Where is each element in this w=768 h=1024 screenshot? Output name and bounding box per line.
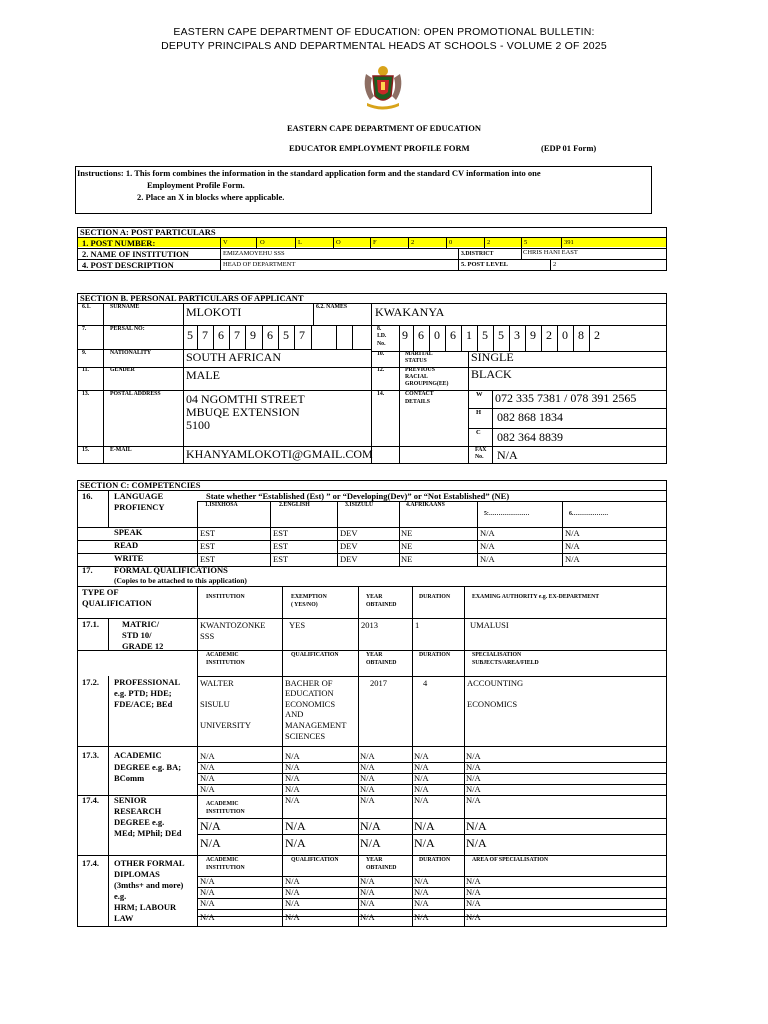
na-cell: N/A — [360, 762, 375, 772]
marital-value: SINGLE — [471, 350, 514, 364]
coat-of-arms-icon — [358, 62, 408, 112]
persal-digit: 5 — [283, 328, 289, 342]
persal-digit: 5 — [187, 328, 193, 342]
matric-exemption: YES — [289, 620, 306, 630]
racial-label-3: GROUPING(EE) — [405, 381, 449, 387]
section-a-title: SECTION A: POST PARTICULARS — [80, 227, 216, 237]
formal-qualifications-note: (Copies to be attached to this application) — [114, 576, 247, 585]
item-number: 9. — [82, 350, 87, 356]
item-number: 17.1. — [82, 619, 99, 629]
item-number: 17.2. — [82, 677, 99, 687]
language-header: 3.ISIZULU — [345, 502, 374, 508]
na-cell: N/A — [414, 876, 429, 886]
matric-label-3: GRADE 12 — [122, 641, 164, 651]
qualification-header: QUALIFICATION — [291, 857, 339, 863]
professional-institution: SISULU — [200, 699, 230, 709]
item-number: 17.3. — [82, 750, 99, 760]
senior-label-3: DEGREE e.g. — [114, 817, 165, 827]
write-value: N/A — [480, 554, 495, 564]
address-line-1: 04 NGOMTHI STREET — [186, 392, 305, 406]
post-level-value: 2 — [553, 261, 557, 268]
department-name: EASTERN CAPE DEPARTMENT OF EDUCATION — [287, 123, 481, 133]
write-value: EST — [273, 554, 289, 564]
professional-qualification: EDUCATION — [285, 688, 334, 698]
professional-label: PROFESSIONAL — [114, 677, 181, 687]
na-cell: N/A — [360, 836, 381, 850]
read-label: READ — [114, 540, 139, 550]
item-number: 14. — [377, 391, 385, 397]
write-value: EST — [200, 554, 216, 564]
post-number-char: O — [336, 239, 341, 246]
type-label-2: QUALIFICATION — [82, 598, 152, 608]
post-number-char: V — [223, 239, 228, 246]
na-cell: N/A — [285, 819, 306, 833]
institution-header: INSTITUTION — [206, 594, 245, 600]
matric-year: 2013 — [361, 620, 378, 630]
speak-value: NE — [401, 528, 413, 538]
id-digit: 9 — [530, 328, 536, 342]
diplomas-label: OTHER FORMAL — [114, 858, 185, 868]
authority-header: EXAMING AUTHORITY e.g. EX-DEPARTMENT — [472, 594, 600, 600]
id-digit: 9 — [402, 328, 408, 342]
item-number: 16. — [82, 491, 93, 501]
matric-label-2: STD 10/ — [122, 630, 152, 640]
write-value: NE — [401, 554, 413, 564]
na-cell: N/A — [200, 876, 215, 886]
duration-header: DURATION — [419, 857, 451, 863]
surname-value: MLOKOTI — [186, 305, 242, 319]
gender-value: MALE — [186, 368, 220, 382]
na-cell: N/A — [466, 898, 481, 908]
post-number-label: 1. POST NUMBER: — [82, 238, 156, 248]
na-cell: N/A — [414, 795, 429, 805]
professional-year: 2017 — [370, 678, 387, 688]
speak-value: EST — [273, 528, 289, 538]
professional-specialisation: ECONOMICS — [467, 699, 518, 709]
address-line-2: MBUQE EXTENSION — [186, 405, 300, 419]
na-cell: N/A — [360, 784, 375, 794]
persal-digit: 9 — [250, 328, 256, 342]
na-cell: N/A — [466, 762, 481, 772]
na-cell: N/A — [466, 887, 481, 897]
exemption-header-2: ( YES/NO) — [291, 602, 318, 608]
work-phone-label: W — [476, 391, 483, 398]
na-cell: N/A — [285, 887, 300, 897]
home-phone-value: 082 868 1834 — [497, 410, 563, 424]
post-number-char: F — [373, 239, 377, 246]
diplomas-label-3: (3mths+ and more) — [114, 880, 184, 890]
section-b-title: SECTION B. PERSONAL PARTICULARS OF APPLICANT — [80, 293, 304, 303]
na-cell: N/A — [466, 773, 481, 783]
matric-institution: KWANTOZONKE — [200, 620, 266, 630]
contact-label: CONTACT — [405, 391, 434, 397]
na-cell: N/A — [466, 751, 481, 761]
persal-digit: 6 — [218, 328, 224, 342]
professional-institution: WALTER — [200, 678, 234, 688]
item-number: 17. — [82, 565, 93, 575]
academic-institution-header: ACADEMIC — [206, 801, 239, 807]
speak-value: N/A — [480, 528, 495, 538]
professional-label-2: e.g. PTD; HDE; — [114, 688, 172, 698]
qualification-header: QUALIFICATION — [291, 652, 339, 658]
racial-value: BLACK — [471, 367, 512, 381]
academic-label-3: BComm — [114, 773, 145, 783]
speak-value: EST — [200, 528, 216, 538]
na-cell: N/A — [285, 876, 300, 886]
contact-label-2: DETAILS — [405, 399, 431, 405]
item-number: 15. — [82, 447, 90, 453]
persal-digit: 7 — [202, 328, 208, 342]
email-value: KHANYAMLOKOTI@GMAIL.COM — [186, 447, 373, 461]
speak-value: N/A — [565, 528, 580, 538]
na-cell: N/A — [466, 836, 487, 850]
names-value: KWAKANYA — [375, 305, 445, 319]
persal-digit: 6 — [267, 328, 273, 342]
read-value: DEV — [340, 541, 358, 551]
item-number: 10. — [377, 351, 385, 357]
na-cell: N/A — [285, 784, 300, 794]
racial-label-2: RACIAL — [405, 374, 428, 380]
na-cell: N/A — [360, 912, 375, 922]
instruction-2: 2. Place an X in blocks where applicable. — [137, 192, 285, 202]
work-phone-value: 072 335 7381 / 078 391 2565 — [495, 391, 637, 405]
id-digit: 1 — [466, 328, 472, 342]
persal-label: PERSAL NO: — [110, 326, 145, 332]
professional-institution: UNIVERSITY — [200, 720, 251, 730]
bulletin-subtitle: DEPUTY PRINCIPALS AND DEPARTMENTAL HEADS AT SCHOOLS - VOLUME 2 OF 2025 — [161, 40, 607, 52]
na-cell: N/A — [360, 795, 375, 805]
na-cell: N/A — [414, 773, 429, 783]
speak-label: SPEAK — [114, 527, 143, 537]
home-phone-label: H — [476, 409, 482, 416]
read-value: EST — [200, 541, 216, 551]
na-cell: N/A — [200, 762, 215, 772]
item-number: 12. — [377, 367, 385, 373]
id-digit: 5 — [498, 328, 504, 342]
marital-label: MARITAL — [405, 351, 433, 357]
na-cell: N/A — [466, 784, 481, 794]
matric-label: MATRIC/ — [122, 619, 160, 629]
item-number: 17.4. — [82, 795, 99, 805]
item-number: 7. — [82, 326, 87, 332]
gender-label: GENDER — [110, 367, 135, 373]
id-digit: 5 — [482, 328, 488, 342]
diplomas-label-2: DIPLOMAS — [114, 869, 160, 879]
postal-address-label: POSTAL ADDRESS — [110, 391, 161, 397]
na-cell: N/A — [414, 819, 435, 833]
na-cell: N/A — [285, 912, 300, 922]
senior-label-4: MEd; MPhil; DEd — [114, 828, 182, 838]
id-digit: 2 — [546, 328, 552, 342]
matric-duration: 1 — [415, 620, 420, 630]
post-level-label: 5. POST LEVEL — [461, 261, 509, 268]
post-number-char: 2 — [487, 239, 491, 246]
speak-value: DEV — [340, 528, 358, 538]
professional-specialisation: ACCOUNTING — [467, 678, 524, 688]
racial-label: PREVIOUS — [405, 367, 435, 373]
na-cell: N/A — [200, 836, 221, 850]
item-number: 17.4. — [82, 858, 99, 868]
item-number: 11. — [82, 367, 89, 373]
language-instruction: State whether “Established (Est) ” or “Developing(Dev)” or “Not Established” (NE) — [206, 491, 510, 501]
names-label: 6.2. NAMES — [316, 304, 348, 310]
academic-institution-header-2: INSTITUTION — [206, 660, 245, 666]
write-value: DEV — [340, 554, 358, 564]
specialisation-header: SPECIALISATION — [472, 652, 522, 658]
post-number-char: 5 — [524, 239, 528, 246]
post-number-char: L — [298, 239, 302, 246]
post-number-char: O — [260, 239, 265, 246]
language-header: 6.……………… — [569, 511, 609, 517]
write-label: WRITE — [114, 553, 144, 563]
section-b-table — [77, 293, 667, 464]
read-value: EST — [273, 541, 289, 551]
na-cell: N/A — [414, 762, 429, 772]
diplomas-label-5: HRM; LABOUR — [114, 902, 177, 912]
professional-label-3: FDE/ACE; BEd — [114, 699, 173, 709]
na-cell: N/A — [360, 887, 375, 897]
matric-authority: UMALUSI — [470, 620, 509, 630]
na-cell: N/A — [466, 795, 481, 805]
institution-value: EMIZAMOYEHU SSS — [223, 250, 285, 257]
duration-header: DURATION — [419, 594, 451, 600]
language-header: 1.ISIXHOSA — [205, 502, 238, 508]
email-label: E-MAIL — [110, 447, 132, 453]
read-value: NE — [401, 541, 413, 551]
na-cell: N/A — [285, 751, 300, 761]
post-description-label: 4. POST DESCRIPTION — [82, 260, 174, 270]
na-cell: N/A — [200, 773, 215, 783]
language-label: LANGUAGE — [114, 491, 164, 501]
na-cell: N/A — [360, 819, 381, 833]
cell-phone-label: C — [476, 429, 481, 436]
academic-institution-header: ACADEMIC — [206, 652, 239, 658]
cell-phone-value: 082 364 8839 — [497, 430, 563, 444]
na-cell: N/A — [200, 819, 221, 833]
instruction-1b: Employment Profile Form. — [147, 180, 245, 190]
na-cell: N/A — [285, 762, 300, 772]
professional-qualification: BACHER OF — [285, 678, 333, 688]
district-label: 3.DISTRICT — [461, 251, 494, 257]
na-cell: N/A — [360, 876, 375, 886]
na-cell: N/A — [466, 819, 487, 833]
read-value: N/A — [480, 541, 495, 551]
formal-qualifications-title: FORMAL QUALIFICATIONS — [114, 565, 228, 575]
na-cell: N/A — [414, 898, 429, 908]
senior-label-2: RESEARCH — [114, 806, 162, 816]
write-value: N/A — [565, 554, 580, 564]
surname-label: SURNAME — [110, 304, 140, 310]
language-header: 4.AFRIKAANS — [406, 502, 445, 508]
id-digit: 8 — [578, 328, 584, 342]
na-cell: N/A — [200, 751, 215, 761]
na-cell: N/A — [360, 751, 375, 761]
na-cell: N/A — [360, 773, 375, 783]
na-cell: N/A — [466, 912, 481, 922]
na-cell: N/A — [414, 836, 435, 850]
instruction-1: Instructions: 1. This form combines the information in the standard application form and the standard CV information into one — [77, 168, 541, 178]
na-cell: N/A — [285, 795, 300, 805]
specialisation-header-2: SUBJECTS/AREA/FIELD — [472, 660, 539, 666]
section-c-title: SECTION C: COMPETENCIES — [80, 480, 201, 490]
language-label-2: PROFIENCY — [114, 502, 165, 512]
id-digit: 2 — [594, 328, 600, 342]
year-header: YEAR — [366, 857, 383, 863]
diplomas-label-4: e.g. — [114, 891, 127, 901]
academic-institution-header-2: INSTITUTION — [206, 809, 245, 815]
district-value: CHRIS HANI EAST — [523, 249, 578, 256]
matric-institution-2: SSS — [200, 631, 215, 641]
senior-label: SENIOR — [114, 795, 147, 805]
id-label: I.D. — [377, 333, 387, 339]
fax-label: FAX — [475, 447, 487, 453]
year-header-2: OBTAINED — [366, 660, 397, 666]
professional-qualification: ECONOMICS — [285, 699, 336, 709]
language-header: 5:………………… — [484, 511, 530, 517]
area-header: AREA OF SPECIALISATION — [472, 857, 549, 863]
item-number: 8. — [377, 326, 382, 332]
post-number-char: 0 — [449, 239, 453, 246]
exemption-header: EXEMPTION — [291, 594, 327, 600]
year-header: YEAR — [366, 652, 383, 658]
year-header-2: OBTAINED — [366, 865, 397, 871]
na-cell: N/A — [466, 876, 481, 886]
id-digit: 0 — [562, 328, 568, 342]
form-title: EDUCATOR EMPLOYMENT PROFILE FORM — [289, 143, 470, 153]
diplomas-label-6: LAW — [114, 913, 134, 923]
duration-header: DURATION — [419, 652, 451, 658]
type-label: TYPE OF — [82, 587, 119, 597]
year-header-2: OBTAINED — [366, 602, 397, 608]
fax-label-2: No. — [475, 454, 484, 460]
na-cell: N/A — [414, 912, 429, 922]
academic-label-2: DEGREE e.g. BA; — [114, 762, 182, 772]
marital-label-2: STATUS — [405, 358, 427, 364]
academic-institution-header-2: INSTITUTION — [206, 865, 245, 871]
post-description-value: HEAD OF DEPARTMENT — [223, 261, 296, 268]
professional-qualification: SCIENCES — [285, 731, 326, 741]
year-header: YEAR — [366, 594, 383, 600]
na-cell: N/A — [360, 898, 375, 908]
na-cell: N/A — [414, 751, 429, 761]
academic-institution-header: ACADEMIC — [206, 857, 239, 863]
na-cell: N/A — [414, 784, 429, 794]
academic-label: ACADEMIC — [114, 750, 162, 760]
na-cell: N/A — [200, 898, 215, 908]
id-digit: 6 — [418, 328, 424, 342]
institution-label: 2. NAME OF INSTITUTION — [82, 249, 189, 259]
post-number-char: 2 — [411, 239, 415, 246]
professional-duration: 4 — [423, 678, 428, 688]
professional-qualification: MANAGEMENT — [285, 720, 347, 730]
na-cell: N/A — [200, 887, 215, 897]
na-cell: N/A — [285, 773, 300, 783]
id-digit: 3 — [514, 328, 520, 342]
post-number-char: 391 — [564, 239, 574, 246]
na-cell: N/A — [200, 912, 215, 922]
persal-digit: 7 — [299, 328, 305, 342]
item-number: 6.1. — [82, 304, 91, 310]
nationality-value: SOUTH AFRICAN — [186, 350, 282, 364]
item-number: 13. — [82, 391, 90, 397]
language-header: 2.ENGLISH — [279, 502, 310, 508]
fax-value: N/A — [497, 448, 518, 462]
na-cell: N/A — [285, 898, 300, 908]
na-cell: N/A — [414, 887, 429, 897]
read-value: N/A — [565, 541, 580, 551]
form-code: (EDP 01 Form) — [541, 143, 597, 153]
na-cell: N/A — [285, 836, 306, 850]
id-digit: 6 — [450, 328, 456, 342]
id-label-no: No. — [377, 341, 386, 347]
persal-digit: 7 — [234, 328, 240, 342]
address-line-3: 5100 — [186, 418, 210, 432]
professional-qualification: AND — [285, 709, 304, 719]
bulletin-title: EASTERN CAPE DEPARTMENT OF EDUCATION: OPEN PROMOTIONAL BULLETIN: — [173, 26, 595, 38]
nationality-label: NATIONALITY — [110, 350, 152, 356]
na-cell: N/A — [200, 784, 215, 794]
id-digit: 0 — [434, 328, 440, 342]
